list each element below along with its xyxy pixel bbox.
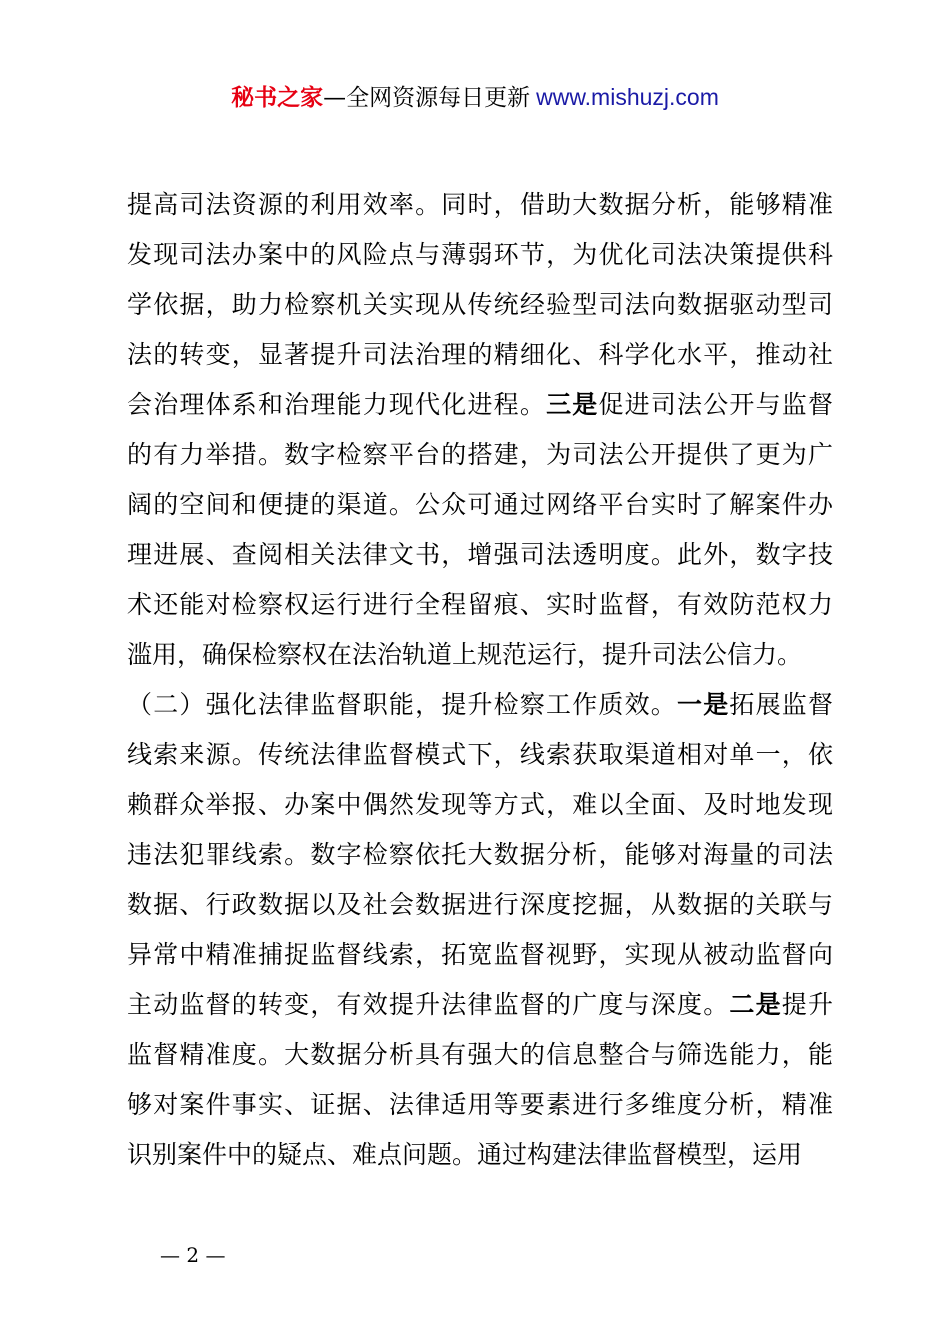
- text-line: [127, 780, 833, 830]
- bold-lead-phrase: 二是: [729, 990, 782, 1019]
- site-url-link[interactable]: www.mishuzj.com: [536, 84, 719, 110]
- text-line: [127, 1130, 833, 1180]
- text-line: [127, 480, 833, 530]
- text-line: [127, 180, 833, 230]
- site-header: [0, 82, 950, 113]
- text-line: [127, 630, 833, 680]
- text-segment: 会治理体系和治理能力现代化进程。: [127, 390, 547, 419]
- text-segment: 识别案件中的疑点、难点问题。通过构建法律监督模型，运用: [127, 1140, 803, 1169]
- text-segment: 理进展、查阅相关法律文书，增强司法透明度。此外，数字技: [127, 540, 833, 569]
- text-segment: 够对案件事实、证据、法律适用等要素进行多维度分析，精准: [127, 1090, 833, 1119]
- text-line: [127, 830, 833, 880]
- text-line: [127, 880, 833, 930]
- text-segment: 滥用，确保检察权在法治轨道上规范运行，提升司法公信力。: [127, 640, 803, 669]
- text-segment: 学依据，助力检察机关实现从传统经验型司法向数据驱动型司: [127, 290, 833, 319]
- text-line: [127, 980, 833, 1030]
- text-line: [127, 580, 833, 630]
- text-segment: 违法犯罪线索。数字检察依托大数据分析，能够对海量的司法: [127, 840, 833, 869]
- text-line: [127, 930, 833, 980]
- brand-name: 秘书之家: [231, 85, 324, 111]
- text-segment: （二）强化法律监督职能，提升检察工作质效。: [127, 690, 678, 719]
- text-segment: 阔的空间和便捷的渠道。公众可通过网络平台实时了解案件办: [127, 490, 833, 519]
- text-segment: 监督精准度。大数据分析具有强大的信息整合与筛选能力，能: [127, 1040, 833, 1069]
- text-segment: 提升: [781, 990, 833, 1019]
- text-segment: 异常中精准捕捉监督线索，拓宽监督视野，实现从被动监督向: [127, 940, 833, 969]
- text-line: [127, 280, 833, 330]
- text-segment: 数据、行政数据以及社会数据进行深度挖掘，从数据的关联与: [127, 890, 833, 919]
- page-number: — 2 —: [160, 1243, 226, 1267]
- text-segment: 主动监督的转变，有效提升法律监督的广度与深度。: [127, 990, 730, 1019]
- text-segment: 线索来源。传统法律监督模式下，线索获取渠道相对单一，依: [127, 740, 833, 769]
- text-segment: 的有力举措。数字检察平台的搭建，为司法公开提供了更为广: [127, 440, 833, 469]
- text-segment: 促进司法公开与监督: [598, 390, 833, 419]
- text-line: [127, 330, 833, 380]
- text-line: [127, 430, 833, 480]
- text-segment: 提高司法资源的利用效率。同时，借助大数据分析，能够精准: [127, 190, 833, 219]
- text-line: [127, 1080, 833, 1130]
- text-segment: 法的转变，显著提升司法治理的精细化、科学化水平，推动社: [127, 340, 833, 369]
- text-line: [127, 380, 833, 430]
- bold-lead-phrase: 一是: [677, 690, 730, 719]
- text-segment: 术还能对检察权运行进行全程留痕、实时监督，有效防范权力: [127, 590, 833, 619]
- header-tagline: —全网资源每日更新: [323, 85, 531, 111]
- bold-lead-phrase: 三是: [546, 390, 599, 419]
- text-line: [127, 1030, 833, 1080]
- text-segment: 赖群众举报、办案中偶然发现等方式，难以全面、及时地发现: [127, 790, 833, 819]
- text-line: [127, 730, 833, 780]
- text-line: [127, 530, 833, 580]
- text-segment: 拓展监督: [729, 690, 833, 719]
- text-line: [127, 680, 833, 730]
- text-segment: 发现司法办案中的风险点与薄弱环节，为优化司法决策提供科: [127, 240, 833, 269]
- text-line: [127, 230, 833, 280]
- document-body: [127, 180, 833, 1180]
